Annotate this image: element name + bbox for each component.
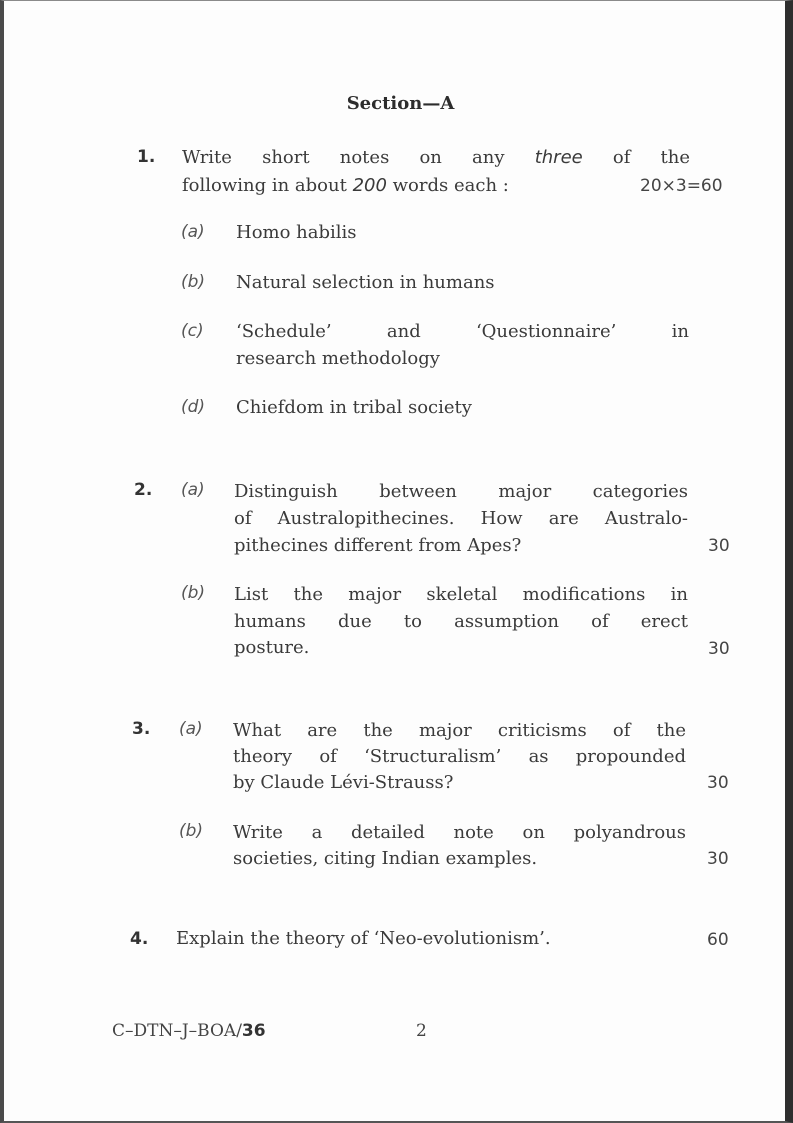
q2-part-b-marks: 30 bbox=[708, 639, 730, 659]
q2-part-a-marks: 30 bbox=[708, 536, 730, 556]
q3-part-a-marks: 30 bbox=[707, 773, 729, 793]
q3-part-a-line-1: What are the major criticisms of the bbox=[233, 720, 686, 741]
q3-part-b-label: (b) bbox=[179, 821, 204, 841]
q1-part-c-line-2: research methodology bbox=[236, 348, 440, 369]
q1-text-emphasis: three bbox=[534, 147, 583, 168]
q1-part-c-label: (c) bbox=[181, 321, 204, 341]
page-number: 2 bbox=[416, 1021, 427, 1041]
paper-code-prefix: C–DTN–J–BOA/ bbox=[112, 1021, 242, 1041]
q2-part-b-label: (b) bbox=[181, 583, 206, 603]
q3-part-a-label: (a) bbox=[179, 719, 203, 739]
question-2-number: 2. bbox=[134, 480, 153, 500]
q1-part-d-label: (d) bbox=[181, 397, 206, 417]
q3-part-b-line-1: Write a detailed note on polyandrous bbox=[233, 822, 686, 843]
q1-part-c-line-1: ‘Schedule’ and ‘Questionnaire’ in bbox=[236, 321, 689, 342]
q2-part-a-line-2: of Australopithecines. How are Australo- bbox=[234, 508, 688, 529]
paper-code-suffix: 36 bbox=[241, 1021, 266, 1041]
question-3-number: 3. bbox=[132, 719, 151, 739]
q1-part-a-label: (a) bbox=[181, 222, 205, 242]
q2-part-b-line-2: humans due to assumption of erect bbox=[234, 611, 688, 632]
q1-text-d: words each : bbox=[386, 175, 509, 196]
q1-part-d-text: Chiefdom in tribal society bbox=[236, 397, 472, 418]
question-1-line-2 bbox=[182, 173, 509, 199]
q3-part-b-marks: 30 bbox=[707, 849, 729, 869]
q1-text-c: following in about bbox=[182, 175, 353, 196]
q2-part-a-line-3: pithecines different from Apes? bbox=[234, 535, 522, 556]
q1-part-b-label: (b) bbox=[181, 272, 206, 292]
q1-text-b: of the bbox=[582, 147, 691, 168]
paper-code bbox=[112, 1021, 266, 1041]
q2-part-a-label: (a) bbox=[181, 480, 205, 500]
q1-text-a: Write short notes on any bbox=[182, 147, 535, 168]
q3-part-a-line-2: theory of ‘Structuralism’ as propounded bbox=[233, 746, 686, 767]
question-4-number: 4. bbox=[130, 929, 149, 949]
q1-part-a-text: Homo habilis bbox=[236, 222, 357, 243]
question-1-marks: 20×3=60 bbox=[640, 176, 723, 196]
q2-part-b-line-1: List the major skeletal modifications in bbox=[234, 584, 688, 605]
question-4-marks: 60 bbox=[707, 930, 729, 950]
question-4-text: Explain the theory of ‘Neo-evolutionism’. bbox=[176, 928, 551, 949]
question-1-line-1 bbox=[182, 145, 690, 171]
q1-text-emphasis-2: 200 bbox=[352, 175, 387, 196]
q2-part-a-line-1: Distinguish between major categories bbox=[234, 481, 688, 502]
q3-part-b-line-2: societies, citing Indian examples. bbox=[233, 848, 538, 869]
q3-part-a-line-3: by Claude Lévi-Strauss? bbox=[233, 772, 454, 793]
q1-part-b-text: Natural selection in humans bbox=[236, 272, 495, 293]
section-title: Section—A bbox=[346, 93, 455, 114]
q2-part-b-line-3: posture. bbox=[234, 637, 310, 658]
question-1-number: 1. bbox=[137, 147, 156, 167]
